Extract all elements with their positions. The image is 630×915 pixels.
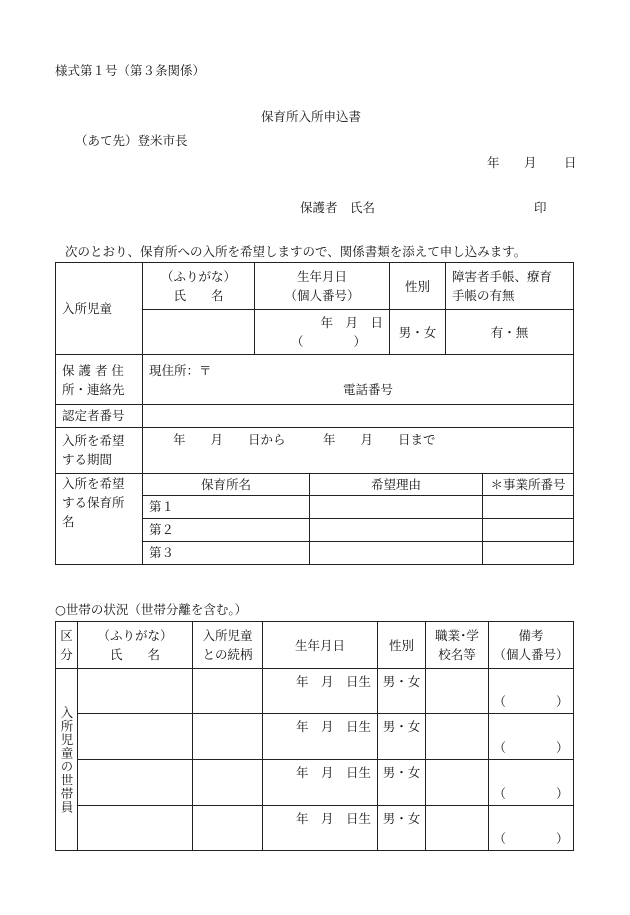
birth-ymd: 年 月 日 xyxy=(320,315,384,331)
member-1-sex[interactable]: 男・女 xyxy=(378,669,426,714)
date-year: 年 xyxy=(487,155,500,170)
member-3-birth[interactable]: 年 月 日生 xyxy=(263,760,378,806)
member-4-job[interactable] xyxy=(426,806,489,851)
member-name-label: 氏 名 xyxy=(109,647,160,662)
period-label-line1: 入所を希望 xyxy=(62,433,125,449)
household-side-label xyxy=(56,669,78,851)
relation-line1: 入所児童 xyxy=(202,628,253,643)
date-day: 日 xyxy=(564,155,577,170)
member-3-note[interactable]: （ ） xyxy=(489,760,574,806)
member-2-note[interactable]: （ ） xyxy=(489,714,574,760)
member-3-name[interactable] xyxy=(78,760,193,806)
handbook-line2: 手帳の有無 xyxy=(452,288,515,304)
member-3-relation[interactable] xyxy=(193,760,263,806)
choice-1-reason[interactable] xyxy=(310,495,483,518)
birth-label: 生年月日 xyxy=(297,269,348,285)
member-1-note[interactable]: （ ） xyxy=(489,669,574,714)
kubun-line2: 分 xyxy=(60,647,73,662)
application-table xyxy=(55,262,574,565)
member-1-job[interactable] xyxy=(426,669,489,714)
date-month: 月 xyxy=(524,155,537,170)
name-label: 氏 名 xyxy=(173,288,224,304)
seal-mark: 印 xyxy=(534,200,547,215)
relation-header xyxy=(193,622,263,669)
member-1-relation[interactable] xyxy=(193,669,263,714)
member-4-note[interactable]: （ ） xyxy=(489,806,574,851)
nursery-label xyxy=(56,473,143,564)
choice-2-label[interactable]: 第２ xyxy=(143,518,310,541)
handbook-header xyxy=(446,263,574,310)
job-line2: 校名等 xyxy=(438,647,476,662)
member-4-name[interactable] xyxy=(78,806,193,851)
member-2-job[interactable] xyxy=(426,714,489,760)
household-table xyxy=(55,621,574,851)
member-4-relation[interactable] xyxy=(193,806,263,851)
addressee: （あて先）登米市長 xyxy=(75,133,188,148)
personal-number-label: （個人番号） xyxy=(284,288,360,304)
handbook-field[interactable]: 有・無 xyxy=(446,310,574,355)
choice-3-reason[interactable] xyxy=(310,541,483,564)
member-3-sex[interactable]: 男・女 xyxy=(378,760,426,806)
child-name-header xyxy=(143,263,255,310)
nursery-label-line2: する保育所 xyxy=(62,494,125,510)
job-line1: 職業･学 xyxy=(435,628,479,643)
child-birth-field[interactable] xyxy=(255,310,390,355)
nursery-label-line1: 入所を希望 xyxy=(62,475,125,491)
furigana-label: （ふりがな） xyxy=(160,269,236,285)
child-sex-field[interactable]: 男・女 xyxy=(390,310,446,355)
relation-line2: との続柄 xyxy=(202,647,253,662)
guardian-name-label: 保護者 氏名 xyxy=(300,200,376,215)
address-field[interactable] xyxy=(143,355,574,405)
choice-3-label[interactable]: 第３ xyxy=(143,541,310,564)
sex-header: 性別 xyxy=(390,263,446,310)
period-field[interactable]: 年 月 日から 年 月 日まで xyxy=(143,427,574,473)
nursery-label-line3: 名 xyxy=(62,513,75,529)
member-2-birth[interactable]: 年 月 日生 xyxy=(263,714,378,760)
note-label: 備考 xyxy=(518,628,544,643)
member-sex-header: 性別 xyxy=(378,622,426,669)
note-header xyxy=(489,622,574,669)
office-number-header: ＊事業所番号 xyxy=(483,473,574,495)
household-heading: ○世帯の状況（世帯分離を含む。） xyxy=(55,602,248,617)
birth-header xyxy=(255,263,390,310)
job-header xyxy=(426,622,489,669)
page-title: 保育所入所申込書 xyxy=(261,109,362,124)
member-birth-header: 生年月日 xyxy=(263,622,378,669)
choice-3-office[interactable] xyxy=(483,541,574,564)
address-label xyxy=(56,355,143,405)
address-label-line1: 保 護 者 住 xyxy=(62,362,124,378)
member-4-sex[interactable]: 男・女 xyxy=(378,806,426,851)
current-address-label: 現住所：〒 xyxy=(149,362,212,378)
reason-header: 希望理由 xyxy=(310,473,483,495)
household-side-text: 入所児童の世帯員 xyxy=(59,705,74,814)
personal-number-field: （ ） xyxy=(291,334,367,350)
note-sub-label: （個人番号） xyxy=(493,647,569,662)
member-name-header xyxy=(78,622,193,669)
period-label-line2: する期間 xyxy=(62,452,113,468)
member-1-birth[interactable]: 年 月 日生 xyxy=(263,669,378,714)
child-name-field[interactable] xyxy=(143,310,255,355)
child-label: 入所児童 xyxy=(56,263,143,355)
choice-2-office[interactable] xyxy=(483,518,574,541)
kubun-header xyxy=(56,622,78,669)
cert-number-label: 認定者番号 xyxy=(56,405,143,427)
intro-text: 次のとおり、保育所への入所を希望しますので、関係書類を添えて申し込みます。 xyxy=(65,244,527,259)
member-3-job[interactable] xyxy=(426,760,489,806)
form-number: 様式第１号（第３条関係） xyxy=(55,63,206,78)
member-2-name[interactable] xyxy=(78,714,193,760)
nursery-name-header: 保育所名 xyxy=(143,473,310,495)
handbook-line1: 障害者手帳、療育 xyxy=(452,269,553,285)
member-2-sex[interactable]: 男・女 xyxy=(378,714,426,760)
cert-number-field[interactable] xyxy=(143,405,574,427)
member-furigana-label: （ふりがな） xyxy=(97,628,173,643)
member-1-name[interactable] xyxy=(78,669,193,714)
member-4-birth[interactable]: 年 月 日生 xyxy=(263,806,378,851)
choice-1-office[interactable] xyxy=(483,495,574,518)
kubun-line1: 区 xyxy=(60,628,73,643)
choice-1-label[interactable]: 第１ xyxy=(143,495,310,518)
phone-label: 電話番号 xyxy=(343,381,394,397)
choice-2-reason[interactable] xyxy=(310,518,483,541)
period-label xyxy=(56,427,143,473)
address-label-line2: 所・連絡先 xyxy=(62,381,125,397)
member-2-relation[interactable] xyxy=(193,714,263,760)
